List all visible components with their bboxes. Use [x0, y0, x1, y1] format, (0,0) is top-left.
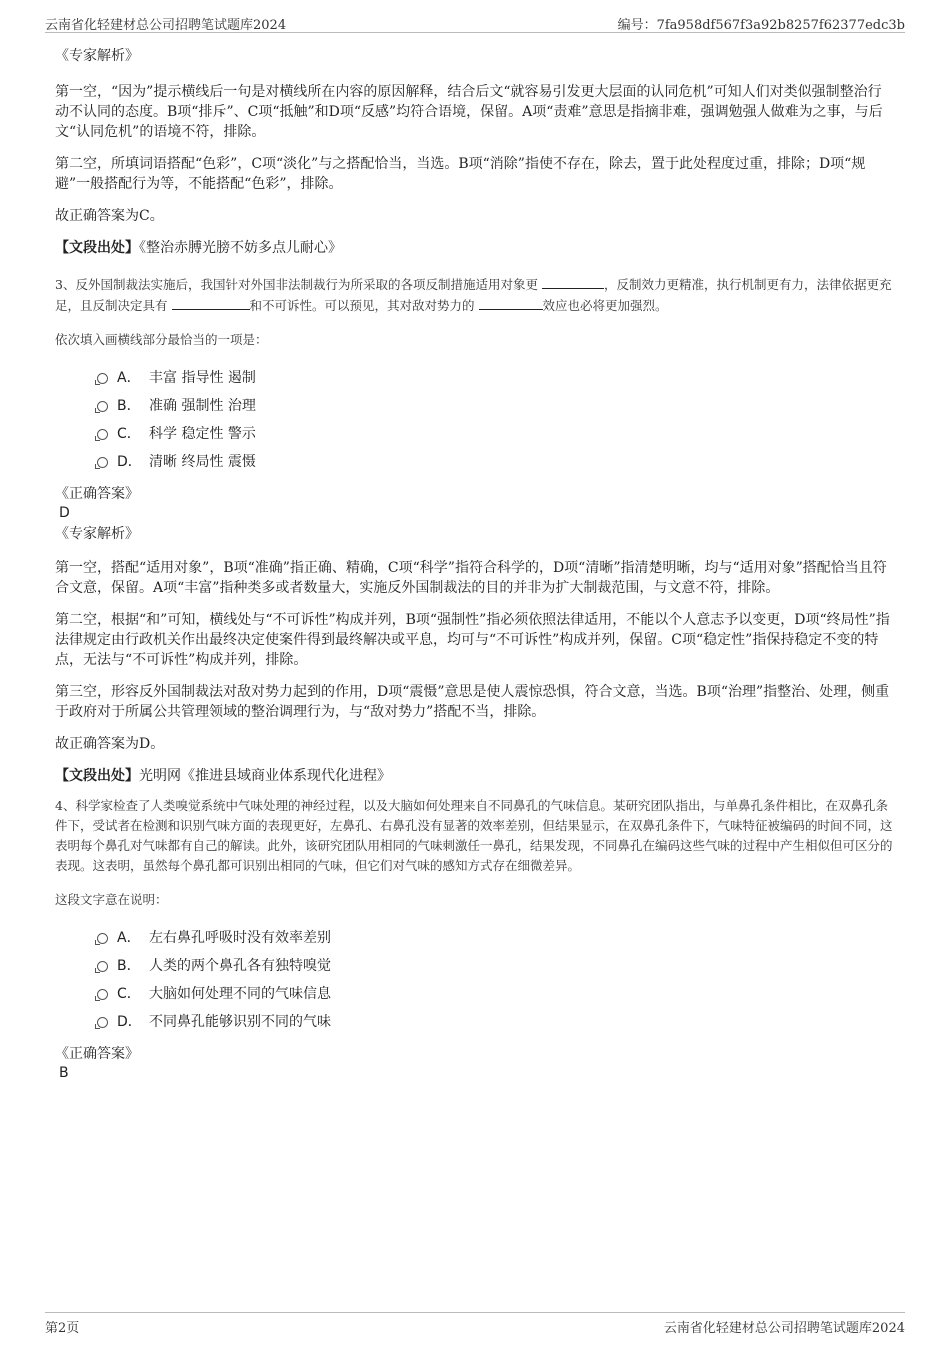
- option-letter: B．: [117, 398, 141, 414]
- q3-prompt: 依次填入画横线部分最恰当的一项是：: [55, 332, 268, 347]
- q2-source: [55, 238, 895, 258]
- option-text: 左右鼻孔呼吸时没有效率差别: [149, 930, 331, 946]
- q2-source-text: 《整治赤膊光膀不妨多点儿耐心》: [139, 240, 342, 256]
- q2-conclusion: 故正确答案为C。: [55, 208, 164, 224]
- option-letter: C．: [117, 426, 141, 442]
- radio-icon[interactable]: [97, 429, 108, 440]
- q3-analysis-p3: 第三空，形容反外国制裁法对敌对势力起到的作用，D项“震慑”意思是使人震惊恐惧，符合文意，当选。B项“治理”指整治、处理，侧重于政府对于所属公共管理领域的整治调理行为，与“敌对势力”搭配不当，排除。: [55, 684, 890, 720]
- q3-option-d[interactable]: [55, 448, 895, 476]
- q3-blank-2: [172, 295, 250, 310]
- q4-option-a[interactable]: [55, 924, 895, 952]
- q4-option-d[interactable]: [55, 1008, 895, 1036]
- q3-answer-label: 《正确答案》: [55, 486, 139, 502]
- q3-options: [55, 364, 895, 476]
- page-footer: [45, 1312, 905, 1335]
- q4-stem: 4、科学家检查了人类嗅觉系统中气味处理的神经过程，以及大脑如何处理来自不同鼻孔的气味信息。某研究团队指出，与单鼻孔条件相比，在双鼻孔条件下，受试者在检测和识别气味方面的表现更好，左鼻孔、右鼻孔没有显著的效率差别，但结果显示，在双鼻孔条件下，气味特征被编码的时间不同，这表明每个鼻孔对气味都有自己的解读。此外，该研究团队用相同的气味刺激任一鼻孔，结果发现，不同鼻孔在编码这些气味的过程中产生相似但可区分的表现。这表明，虽然每个鼻孔都可识别出相同的气味，但它们对气味的感知方式存在细微差异。: [55, 798, 893, 873]
- q3-analysis-p1: 第一空，搭配“适用对象”，B项“准确”指正确、精确，C项“科学”指符合科学的，D项“清晰”指清楚明晰，均与“适用对象”搭配恰当且符合文意，保留。A项“丰富”指种类多或者数量大，实施反外国制裁法的目的并非为扩大制裁范围，与文意不符，排除。: [55, 560, 887, 596]
- header-title: 云南省化轻建材总公司招聘笔试题库2024: [45, 18, 287, 33]
- q2-analysis-p2: 第二空，所填词语搭配“色彩”，C项“淡化”与之搭配恰当，当选。B项“消除”指使不存在，除去，置于此处程度过重，排除；D项“规避”一般搭配行为等，不能搭配“色彩”，排除。: [55, 156, 866, 192]
- option-text: 大脑如何处理不同的气味信息: [149, 986, 331, 1002]
- q3-blank-1: [542, 274, 604, 289]
- q3-stem: [55, 274, 895, 316]
- footer-page-number: 第2页: [45, 1321, 80, 1336]
- option-letter: A．: [117, 370, 141, 386]
- q3-option-b[interactable]: [55, 392, 895, 420]
- radio-icon[interactable]: [97, 1017, 108, 1028]
- q3-stem-part4: 效应也必将更加强烈。: [542, 298, 668, 313]
- radio-icon[interactable]: [97, 933, 108, 944]
- radio-icon[interactable]: [97, 961, 108, 972]
- q3-blank-3: [479, 295, 543, 310]
- q3-conclusion: 故正确答案为D。: [55, 736, 165, 752]
- option-letter: D．: [117, 454, 142, 470]
- q4-option-b[interactable]: [55, 952, 895, 980]
- radio-icon[interactable]: [97, 401, 108, 412]
- q3-source: [55, 766, 895, 786]
- option-text: 科学 稳定性 警示: [149, 426, 256, 442]
- header-serial: 编号：7fa958df567f3a92b8257f62377edc3b: [617, 18, 905, 33]
- radio-icon[interactable]: [97, 373, 108, 384]
- option-letter: D．: [117, 1014, 142, 1030]
- option-text: 准确 强制性 治理: [149, 398, 256, 414]
- page-header: [45, 12, 905, 33]
- q3-stem-part3: 和不可诉性。可以预见，其对敌对势力的: [249, 298, 475, 313]
- page-content: [55, 44, 895, 1082]
- q4-answer: B: [59, 1065, 69, 1081]
- q3-source-label: 【文段出处】: [55, 768, 139, 784]
- q2-source-label: 【文段出处】: [55, 240, 139, 256]
- radio-icon[interactable]: [97, 989, 108, 1000]
- q2-analysis-label: 《专家解析》: [55, 48, 139, 64]
- option-text: 不同鼻孔能够识别不同的气味: [149, 1014, 331, 1030]
- option-text: 清晰 终局性 震慑: [149, 454, 256, 470]
- q4-options: [55, 924, 895, 1036]
- q4-answer-label: 《正确答案》: [55, 1046, 139, 1062]
- q3-option-a[interactable]: [55, 364, 895, 392]
- option-letter: A．: [117, 930, 141, 946]
- q4-option-c[interactable]: [55, 980, 895, 1008]
- q3-stem-part1: 3、反外国制裁法实施后，我国针对外国非法制裁行为所采取的各项反制措施适用对象更: [55, 277, 538, 292]
- q3-stem-part2: ，反制效力更精准，执行机制更有力，法律依据更充足，且反制决定具有: [55, 277, 892, 313]
- q3-option-c[interactable]: [55, 420, 895, 448]
- footer-title: 云南省化轻建材总公司招聘笔试题库2024: [663, 1321, 905, 1336]
- option-text: 人类的两个鼻孔各有独特嗅觉: [149, 958, 331, 974]
- option-letter: B．: [117, 958, 141, 974]
- option-text: 丰富 指导性 遏制: [149, 370, 256, 386]
- radio-icon[interactable]: [97, 457, 108, 468]
- q3-source-text: 光明网《推进县域商业体系现代化进程》: [139, 768, 391, 784]
- option-letter: C．: [117, 986, 141, 1002]
- q2-analysis-p1: 第一空，“因为”提示横线后一句是对横线所在内容的原因解释，结合后文“就容易引发更大层面的认同危机”可知人们对类似强制整治行动不认同的态度。B项“排斥”、C项“抵触”和D项“反感”均符合语境，保留。A项“责难”意思是指摘非难，强调勉强人做难为之事，与后文“认同危机”的语境不符，排除。: [55, 84, 883, 140]
- q3-answer: D: [59, 505, 70, 521]
- q3-analysis-p2: 第二空，根据“和”可知，横线处与“不可诉性”构成并列，B项“强制性”指必须依照法律适用，不能以个人意志予以变更，D项“终局性”指法律规定由行政机关作出最终决定使案件得到最终解决或平息，均可与“不可诉性”构成并列，保留。C项“稳定性”指保持稳定不变的特点，无法与“不可诉性”构成并列，排除。: [55, 612, 890, 668]
- q3-analysis-label: 《专家解析》: [55, 526, 139, 542]
- q4-prompt: 这段文字意在说明：: [55, 892, 168, 907]
